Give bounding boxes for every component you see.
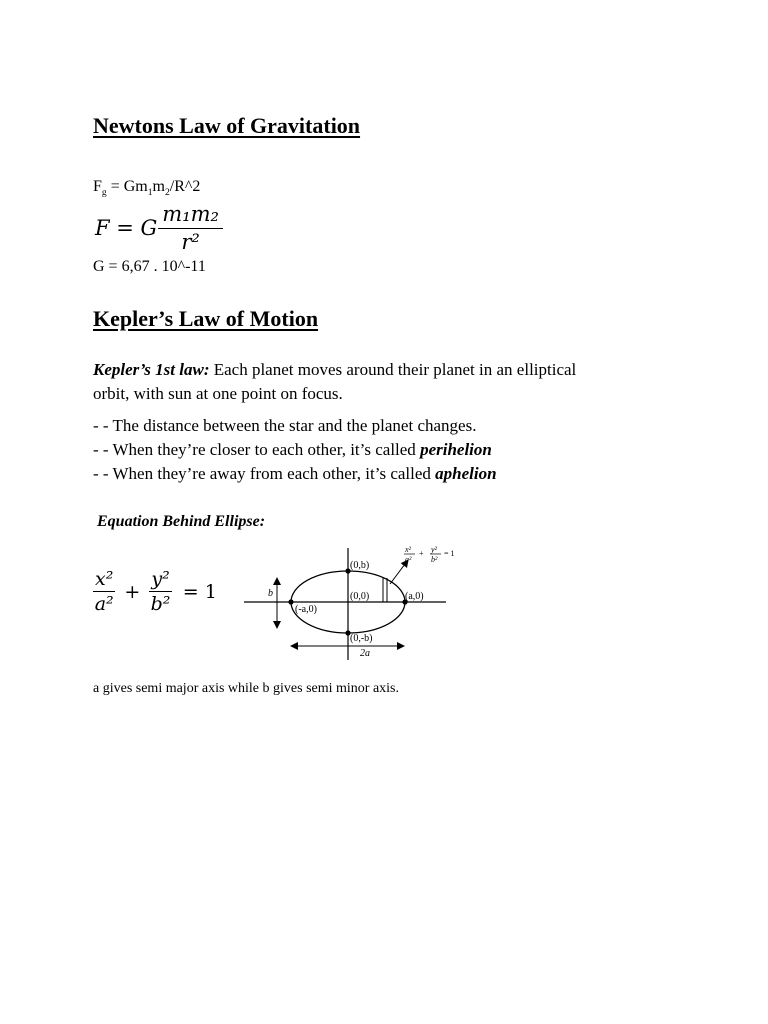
callout-den2: b² [431, 555, 438, 564]
kepler-law1-label: Kepler’s 1st law: [93, 360, 210, 379]
callout-num2: y² [431, 545, 437, 554]
section-title-gravitation: Newtons Law of Gravitation [93, 113, 361, 138]
label-top: (0,b) [350, 560, 370, 571]
label-left: (-a,0) [295, 604, 317, 615]
callout-equation [404, 545, 455, 564]
eq-num2: y² [151, 568, 170, 590]
label-right: (a,0) [405, 591, 424, 602]
eq-den1: a² [94, 593, 114, 615]
display-denominator: r² [181, 230, 200, 254]
display-lhs: F = G [95, 216, 158, 240]
bullet-distance: - - The distance between the star and the planet changes. [93, 416, 477, 435]
aphelion-term: aphelion [435, 464, 497, 483]
eq-den2: b² [150, 593, 171, 615]
diagram-shapes [244, 548, 446, 660]
callout-rhs: = 1 [444, 549, 455, 558]
formula-lhs-sub: g [101, 187, 107, 199]
callout-num1: x² [405, 545, 411, 554]
formula-rest-suffix: /R^2 [169, 178, 201, 195]
formula-sub1: 1 [147, 187, 153, 199]
eq-rhs: = 1 [182, 580, 217, 603]
formula-mid: m [152, 178, 165, 195]
footer-note: a gives semi major axis while b gives semi minor axis. [93, 681, 400, 696]
diagram-labels [268, 560, 424, 659]
callout-den1: a² [405, 555, 412, 564]
kepler-law1-text1: Each planet moves around their planet in an elliptical [209, 360, 577, 379]
point-left [288, 599, 293, 604]
label-b: b [268, 588, 273, 599]
bullet-aphelion-prefix: - - When they’re away from each other, it’s called [93, 464, 436, 483]
label-2a: 2a [360, 648, 370, 659]
formula-rest-prefix: = Gm [106, 178, 148, 195]
display-numerator: m₁m₂ [158, 202, 223, 229]
perihelion-term: perihelion [420, 440, 492, 459]
kepler-law1-line2: orbit, with sun at one point on focus. [93, 384, 343, 403]
formula-lhs-letter: F [93, 178, 102, 195]
label-bottom: (0,-b) [350, 633, 373, 644]
bullet-perihelion-prefix: - - When they’re closer to each other, it’s called [93, 440, 421, 459]
eq-plus: + [124, 580, 141, 603]
callout-plus: + [419, 549, 424, 558]
label-center: (0,0) [350, 591, 370, 602]
gravity-constant: G = 6,67 . 10^-11 [93, 258, 206, 275]
formula-sub2: 2 [164, 187, 170, 199]
eq-num1: x² [95, 568, 114, 590]
section-title-kepler: Kepler’s Law of Motion [93, 306, 319, 331]
equation-heading: Equation Behind Ellipse: [97, 513, 266, 530]
